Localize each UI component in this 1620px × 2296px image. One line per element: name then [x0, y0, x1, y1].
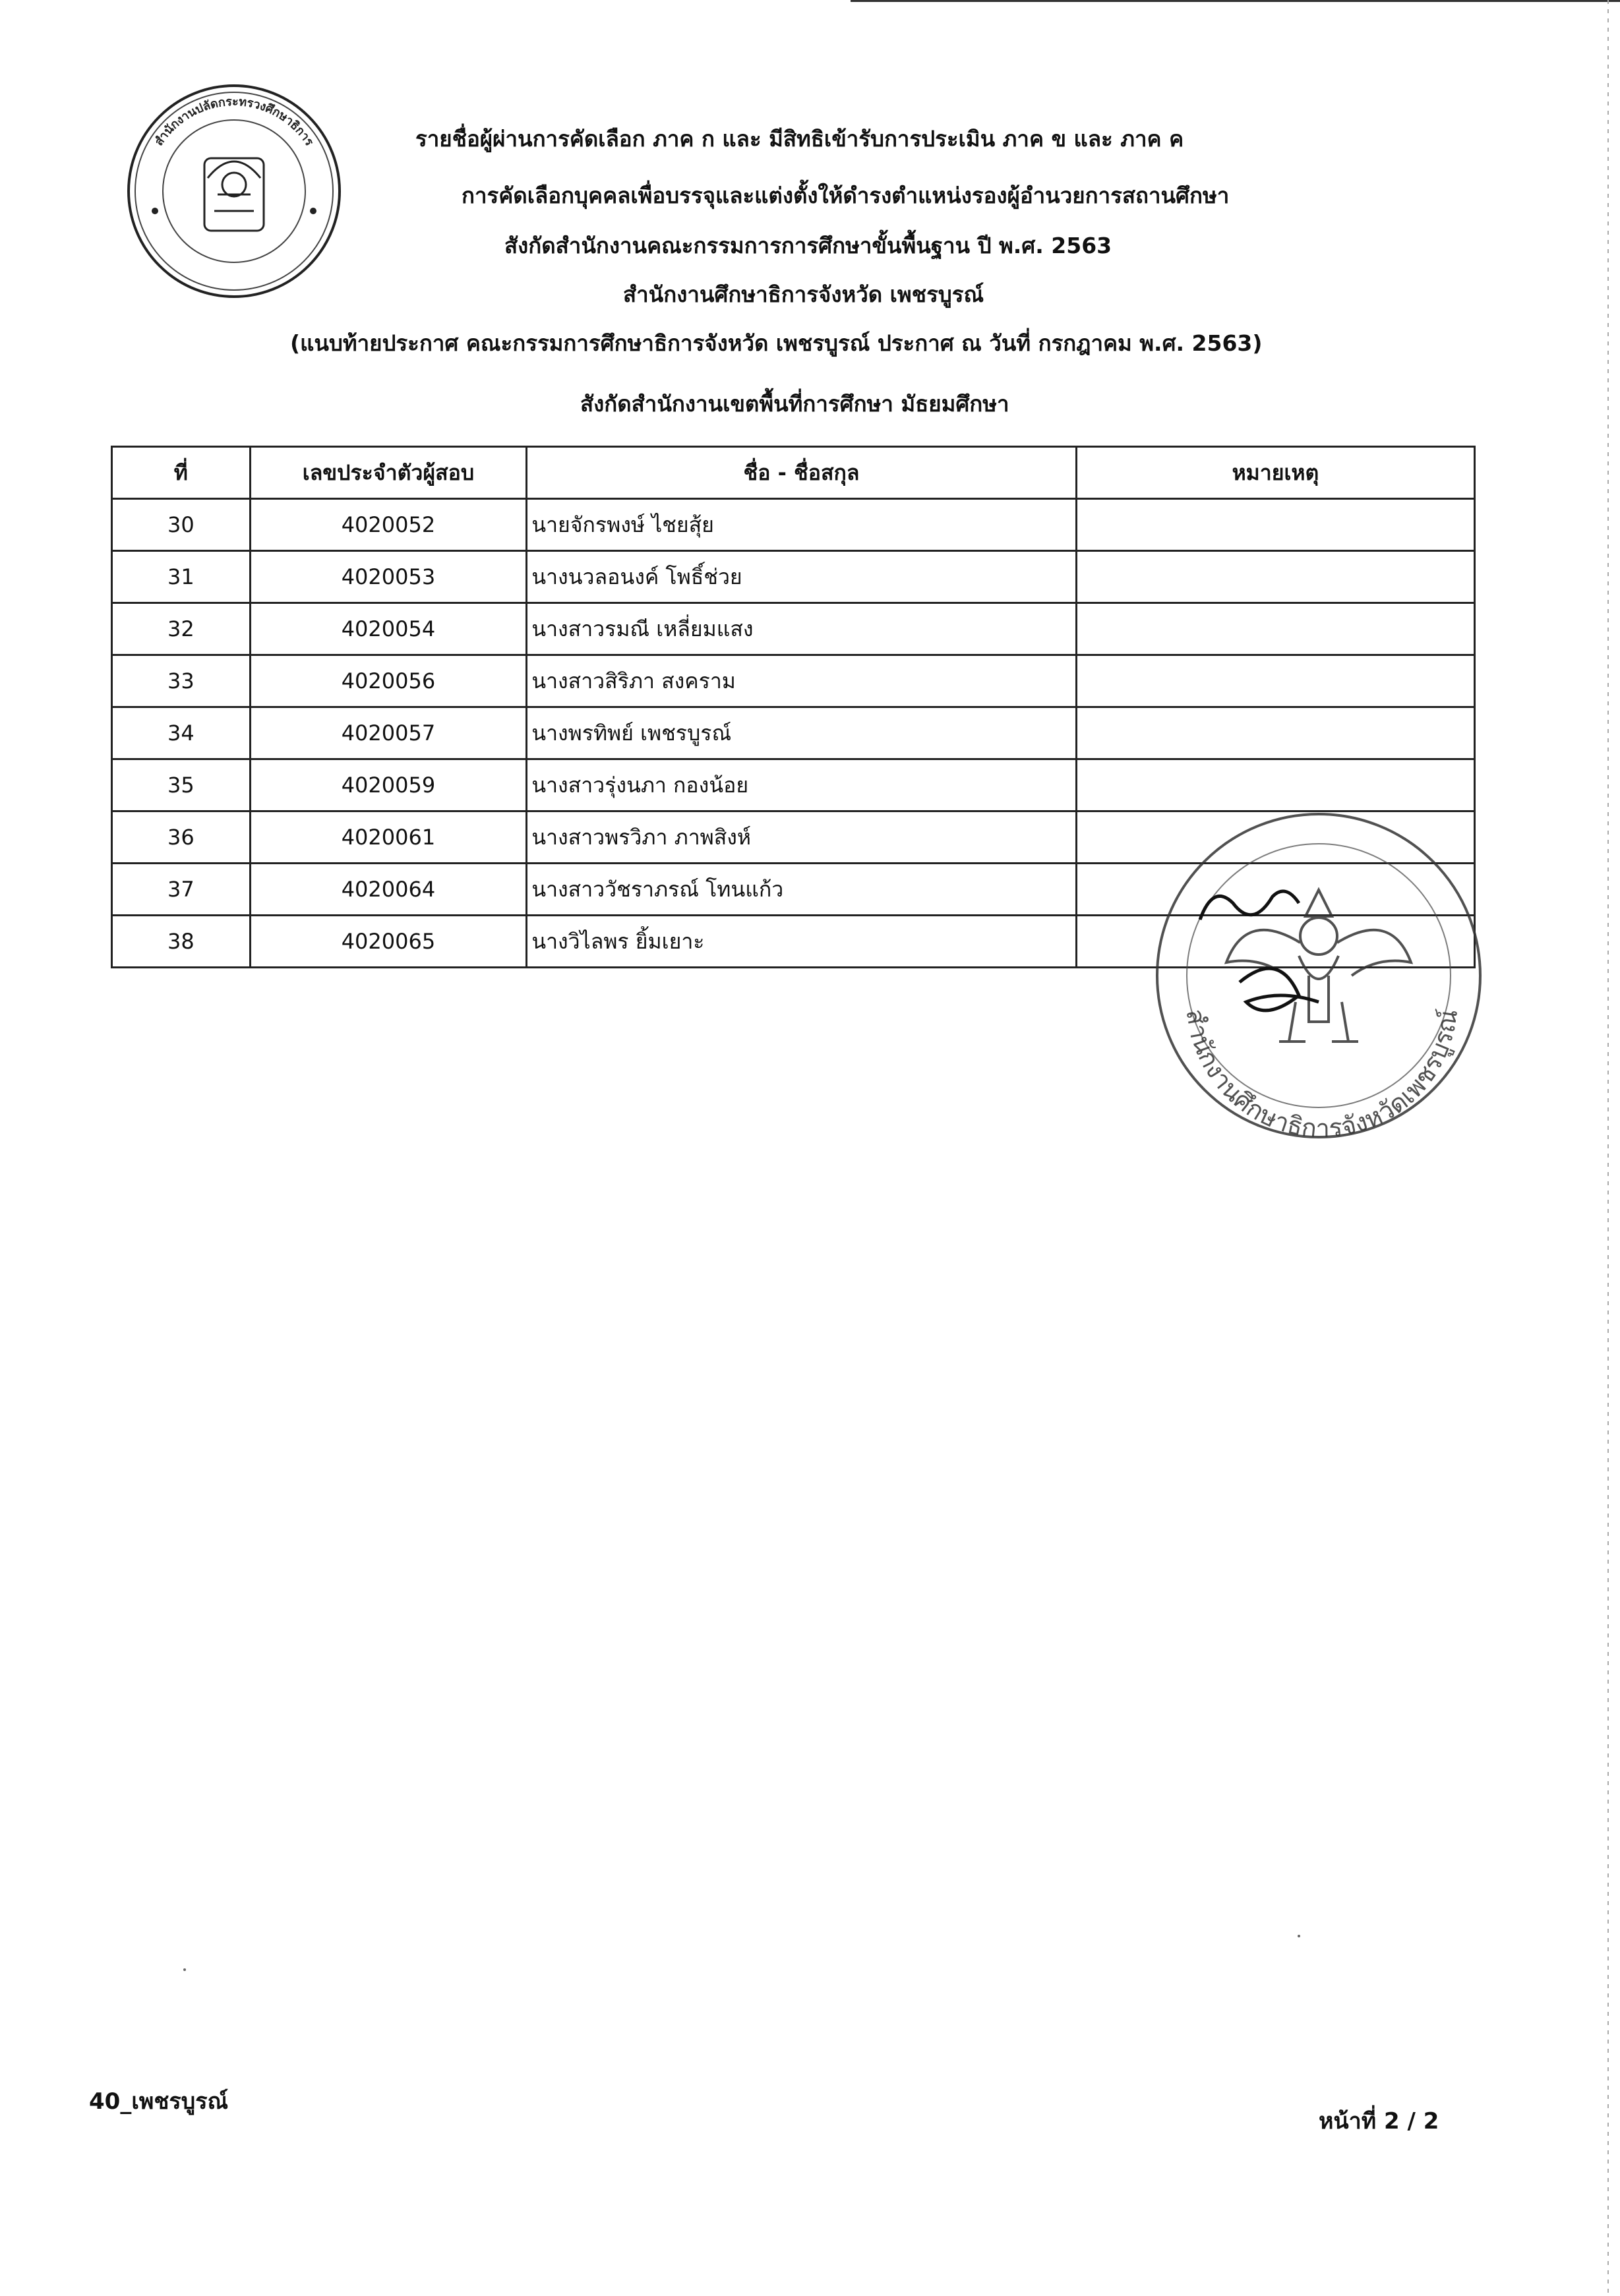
cell-note: [1076, 551, 1474, 603]
table-row: [112, 551, 1475, 603]
cell-code: 4020052: [250, 499, 526, 551]
cell-name: นางนวลอนงค์ โพธิ์ช่วย: [527, 551, 1077, 603]
cell-no: 32: [112, 603, 251, 655]
cell-code: 4020056: [250, 655, 526, 707]
title-line-5: (แนบท้ายประกาศ คณะกรรมการศึกษาธิการจังหวัด เพชรบูรณ์ ประกาศ ณ วันที่ กรกฎาคม พ.ศ. 2563): [290, 330, 1263, 356]
title-line-6: สังกัดสำนักงานเขตพื้นที่การศึกษา มัธยมศึกษา: [580, 391, 1009, 417]
ministry-seal-icon: [122, 79, 346, 303]
cell-note: [1076, 603, 1474, 655]
title-line-4: สำนักงานศึกษาธิการจังหวัด เพชรบูรณ์: [623, 281, 984, 307]
cell-name: นางสาวรมณี เหลี่ยมแสง: [527, 603, 1077, 655]
cell-code: 4020065: [250, 916, 526, 968]
title-line-2: การคัดเลือกบุคคลเพื่อบรรจุและแต่งตั้งให้ดำรงตำแหน่งรองผู้อำนวยการสถานศึกษา: [462, 183, 1230, 208]
svg-text:สำนักงานศึกษาธิการจังหวัดเพชรบ: [1180, 1007, 1463, 1143]
cell-no: 30: [112, 499, 251, 551]
provincial-office-seal-icon: [1147, 804, 1490, 1147]
top-edge-line: [851, 0, 1620, 2]
cell-code: 4020053: [250, 551, 526, 603]
column-header-note: หมายเหตุ: [1076, 447, 1474, 499]
cell-name: นางวิไลพร ยิ้มเยาะ: [527, 916, 1077, 968]
scan-speck: [1298, 1935, 1300, 1937]
table-row: [112, 603, 1475, 655]
table-row: [112, 499, 1475, 551]
scan-edge-dots: [1607, 0, 1609, 2296]
table-row: [112, 759, 1475, 811]
cell-name: นางสาวรุ่งนภา กองน้อย: [527, 759, 1077, 811]
cell-no: 36: [112, 811, 251, 864]
cell-name: นางพรทิพย์ เพชรบูรณ์: [527, 707, 1077, 759]
table-header-row: [112, 447, 1475, 499]
cell-note: [1076, 759, 1474, 811]
cell-note: [1076, 707, 1474, 759]
cell-code: 4020054: [250, 603, 526, 655]
signature-icon: [1200, 891, 1319, 1011]
cell-code: 4020061: [250, 811, 526, 864]
scan-speck: [183, 1968, 186, 1971]
cell-no: 33: [112, 655, 251, 707]
table-row: [112, 707, 1475, 759]
left-seal-text: สำนักงานปลัดกระทรวงศึกษาธิการ: [152, 94, 316, 149]
cell-no: 34: [112, 707, 251, 759]
table-row: [112, 655, 1475, 707]
cell-name: นางสาววัชราภรณ์ โทนแก้ว: [527, 864, 1077, 916]
cell-no: 37: [112, 864, 251, 916]
cell-no: 31: [112, 551, 251, 603]
column-header-no: ที่: [112, 447, 251, 499]
page-number: หน้าที่ 2 / 2: [1319, 2108, 1439, 2134]
cell-name: นางสาวพรวิภา ภาพสิงห์: [527, 811, 1077, 864]
title-line-3: สังกัดสำนักงานคณะกรรมการการศึกษาขั้นพื้นฐาน ปี พ.ศ. 2563: [504, 233, 1112, 258]
cell-note: [1076, 499, 1474, 551]
column-header-name: ชื่อ - ชื่อสกุล: [527, 447, 1077, 499]
cell-no: 38: [112, 916, 251, 968]
title-line-1: รายชื่อผู้ผ่านการคัดเลือก ภาค ก และ มีสิทธิเข้ารับการประเมิน ภาค ข และ ภาค ค: [415, 126, 1184, 152]
footer-file-label: 40_เพชรบูรณ์: [89, 2088, 229, 2115]
cell-name: นายจักรพงษ์ ไชยสุ้ย: [527, 499, 1077, 551]
cell-name: นางสาวสิริภา สงคราม: [527, 655, 1077, 707]
cell-no: 35: [112, 759, 251, 811]
cell-code: 4020057: [250, 707, 526, 759]
column-header-code: เลขประจำตัวผู้สอบ: [250, 447, 526, 499]
cell-code: 4020064: [250, 864, 526, 916]
right-seal-text: สำนักงานศึกษาธิการจังหวัดเพชรบูรณ์: [1180, 1007, 1464, 1144]
cell-note: [1076, 655, 1474, 707]
cell-code: 4020059: [250, 759, 526, 811]
